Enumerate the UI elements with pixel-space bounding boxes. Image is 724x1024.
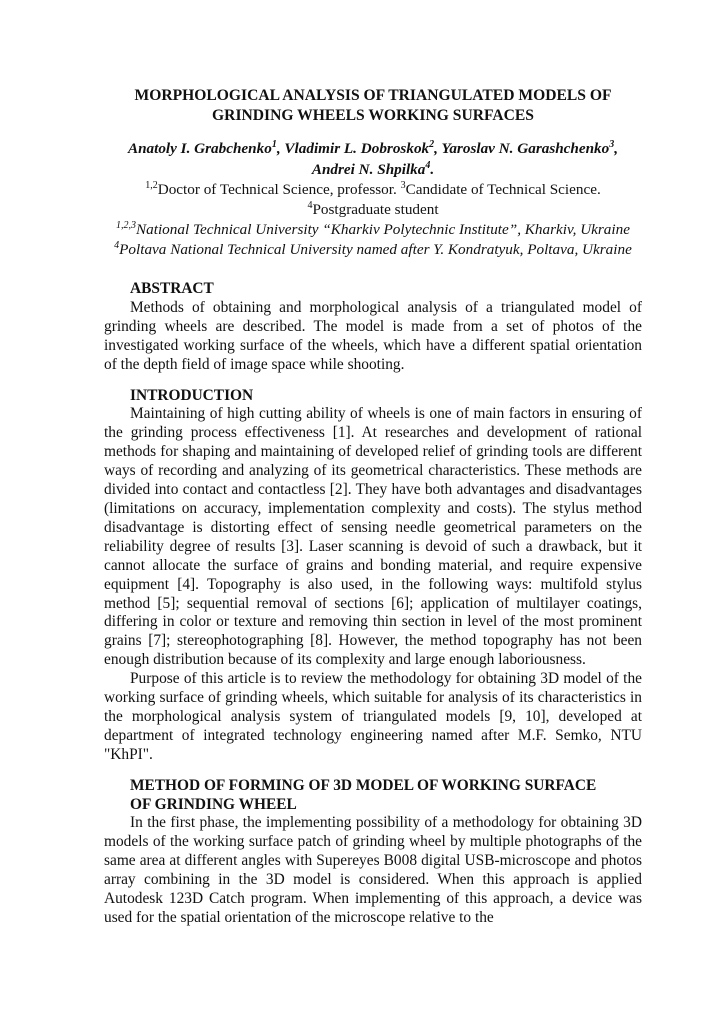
aff-sup: 3 [400, 180, 406, 191]
spacer [104, 375, 642, 387]
method-paragraph-1: In the first phase, the implementing possibility of a methodology for obtaining 3D models of the working surface patch of grinding wheel by multiple photographs of the same area at different angles with Supereyes B008 digital USB-microscope and photos array combining in the 3D model is considered. When this approach is applied Autodesk 123D Catch program. When implementing of this approach, a device was used for the spatial orientation of the microscope relative to the [104, 814, 642, 926]
abstract-heading: ABSTRACT [130, 280, 214, 297]
author-sup: 1 [271, 139, 277, 150]
title-line-2: GRINDING WHEELS WORKING SURFACES [212, 107, 534, 124]
author-sup: 4 [425, 160, 431, 171]
degree-line [104, 180, 642, 200]
author-name: Andrei N. Shpilka [311, 161, 426, 178]
aff-sup: 4 [307, 200, 313, 211]
method-heading-line-1: METHOD OF FORMING OF 3D MODEL OF WORKING SURFACE [130, 776, 597, 794]
spacer [104, 765, 642, 777]
method-heading-line-2: OF GRINDING WHEEL [130, 795, 297, 813]
aff-sup: 4 [114, 240, 120, 251]
author-name: , Vladimir L. Dobroskok [276, 140, 430, 157]
institution-text: Poltava National Technical University named after Y. Kondratyuk, Poltava, Ukraine [119, 241, 632, 258]
institution-text: National Technical University “Kharkiv Polytechnic Institute”, Kharkiv, Ukraine [136, 221, 630, 238]
paper-title [104, 86, 642, 126]
abstract-text: Methods of obtaining and morphological analysis of a triangulated model of grinding wheels are described. The model is made from a set of photos of the investigated working surface of the wheels, which have a different spatial orientation of the depth field of image space while shooting. [104, 298, 642, 373]
institution-line-1 [104, 220, 642, 240]
author-sup: 3 [609, 139, 615, 150]
aff-sup: 1,2,3 [116, 220, 137, 231]
degree-text: Doctor of Technical Science, professor. [157, 181, 401, 198]
author-separator: , [614, 140, 619, 157]
postgraduate-line [104, 200, 642, 220]
introduction-paragraph-2: Purpose of this article is to review the methodology for obtaining 3D model of the working surface of grinding wheels, which suitable for analysis of its characteristics in the morphological analysis system of triangulated models [9, 10], developed at department of integrated technology engineering named after M.F. Semko, NTU "KhPI". [104, 670, 642, 763]
spacer [104, 260, 642, 280]
method-heading [104, 777, 642, 815]
title-line-1: MORPHOLOGICAL ANALYSIS OF TRIANGULATED MODELS OF [134, 87, 612, 104]
introduction-heading: INTRODUCTION [130, 386, 254, 404]
candidate-text: Candidate of Technical Science. [405, 181, 601, 198]
institution-line-2 [104, 240, 642, 260]
author-list [104, 138, 642, 180]
postgraduate-text: Postgraduate student [312, 201, 439, 218]
author-name: Anatoly I. Grabchenko [127, 140, 272, 157]
author-end: . [430, 161, 435, 178]
introduction-paragraph-1: Maintaining of high cutting ability of wheels is one of main factors in ensuring of the grinding process effectiveness [1]. At researches and development of rational methods for shaping and maintaining of developed relief of grinding tools are different ways of recording and analyzing of its geometrical characteristics. These methods are divided into contact and contactless [2]. They have both advantages and disadvantages (limitations on accuracy, implementation complexity and costs). The stylus method disadvantage is distorting effect of sensing needle geometrical parameters on the reliability degree of results [3]. Laser scanning is devoid of such a drawback, but it cannot allocate the surface of grains and bonding material, and require expensive equipment [4]. Topography is also used, in the following ways: multifold stylus method [5]; sequential removal of sections [6]; application of multilayer coatings, differing in color or texture and removing thin section in level of the most prominent grains [7]; stereophotographing [8]. However, the method topography has not been enough distribution because of its complexity and large enough laboriousness. [104, 405, 642, 669]
author-sup: 2 [429, 139, 435, 150]
author-name: , Yaroslav N. Garashchenko [434, 140, 610, 157]
aff-sup: 1,2 [145, 180, 158, 191]
